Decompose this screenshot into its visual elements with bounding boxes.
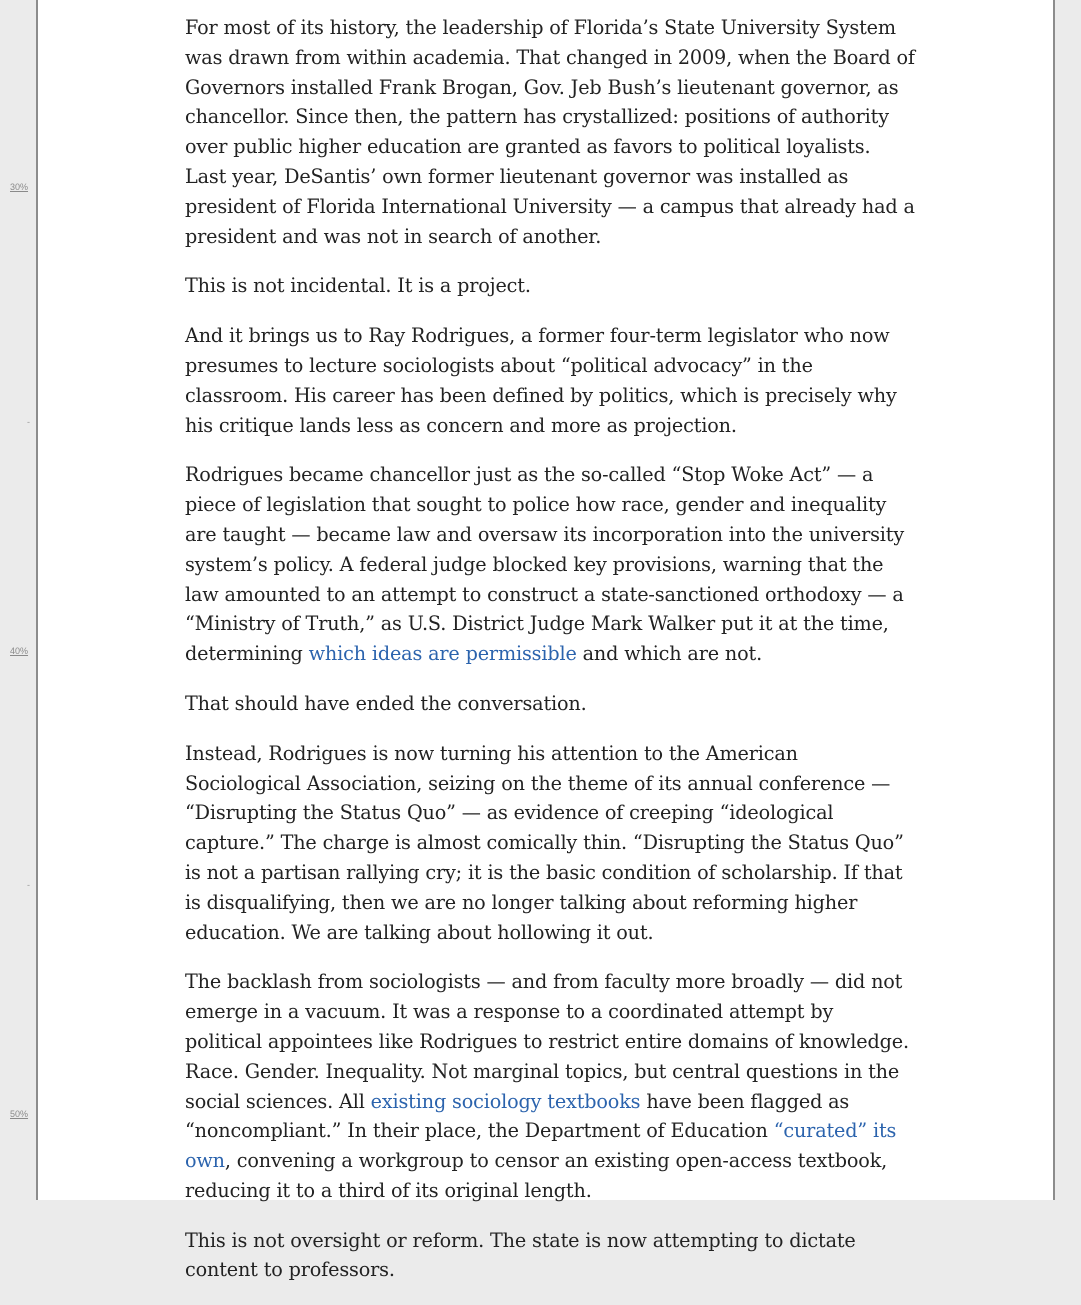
article-page	[36, 0, 1055, 1282]
paragraph: That should have ended the conversation.	[185, 691, 587, 715]
progress-tick: -	[27, 417, 30, 427]
paragraph: This is not oversight or reform. The state is now attempting to dictate content to professors.	[185, 1228, 856, 1282]
paragraph: Instead, Rodrigues is now turning his attention to the American Sociological Association, seizing on the theme of its annual conference — “Disrupting the Status Quo” — as evidence of creeping “ideological capture.” The charge is almost comically thin. “Disrupting the Status Quo” is not a partisan rallying cry; it is the basic condition of scholarship. If that is disqualifying, then we are no longer talking about reforming higher education. We are talking about hollowing it out.	[185, 741, 904, 944]
link-existing-sociology-textbooks[interactable]: existing sociology textbooks	[370, 1089, 641, 1113]
paragraph: The backlash from sociologists — and from faculty more broadly — did not emerge in a vacuum. It was a response to a coordinated attempt by political appointees like Rodrigues to restrict entire domains of knowledge. Race. Gender. Inequality. Not marginal topics, but central questions in the social sciences. All existing sociology textbooks have been flagged as “noncompliant.” In their place, the Department of Education “curated” its own, convening a workgroup to censor an existing open-access textbook, reducing it to a third of its original length.	[185, 970, 909, 1202]
paragraph: This is not incidental. It is a project.	[185, 274, 531, 298]
progress-marker-30[interactable]: 30%	[10, 182, 29, 192]
progress-marker-50[interactable]: 50%	[10, 1109, 29, 1119]
link-curated-its-own[interactable]: “curated” its own	[185, 1119, 897, 1173]
progress-tick: -	[27, 880, 30, 890]
progress-marker-40[interactable]: 40%	[10, 646, 29, 656]
paragraph: Rodrigues became chancellor just as the so-called “Stop Woke Act” — a piece of legislation that sought to police how race, gender and inequality are taught — became law and oversaw its incorporation into the university system’s policy. A federal judge blocked key provisions, warning that the law amounted to an attempt to construct a state-sanctioned orthodoxy — a “Ministry of Truth,” as U.S. District Judge Mark Walker put it at the time, determining which ideas are permissible and which are not.	[185, 463, 905, 666]
paragraph: And it brings us to Ray Rodrigues, a former four-term legislator who now presumes to lecture sociologists about “political advocacy” in the classroom. His career has been defined by politics, which is precisely why his critique lands less as concern and more as projection.	[185, 324, 897, 437]
article-body	[185, 13, 915, 1305]
paragraph: For most of its history, the leadership of Florida’s State University System was drawn from within academia. That changed in 2009, when the Board of Governors installed Frank Brogan, Gov. Jeb Bush’s lieutenant governor, as chancellor. Since then, the pattern has crystallized: positions of authority over public higher education are granted as favors to political loyalists. Last year, DeSantis’ own former lieutenant governor was installed as president of Florida International University — a campus that already had a president and was not in search of another.	[185, 16, 915, 248]
scroll-progress-gutter	[0, 0, 36, 1200]
link-which-ideas-are-permissible[interactable]: which ideas are permissible	[308, 642, 577, 666]
